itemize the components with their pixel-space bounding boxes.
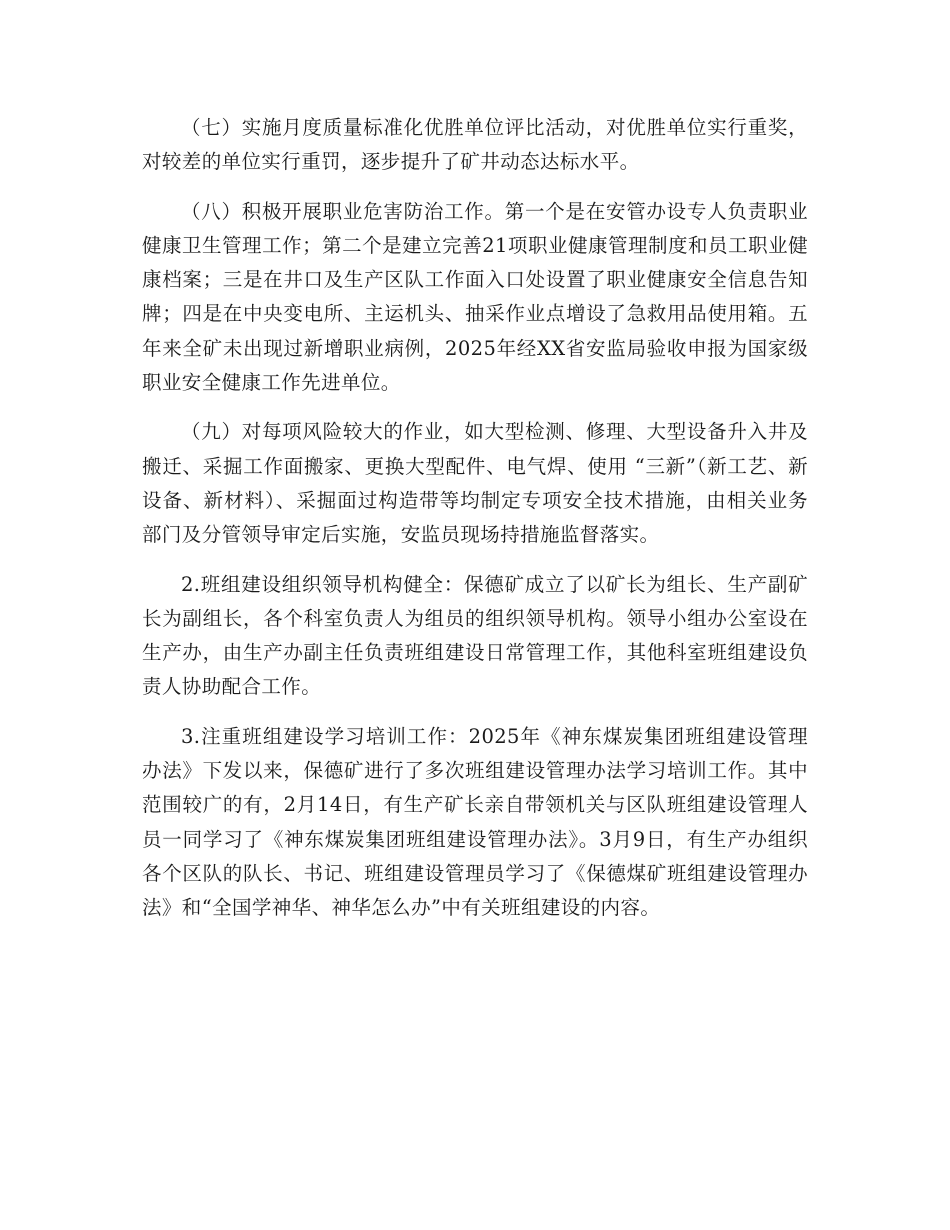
paragraph-section-2: 2.班组建设组织领导机构健全：保德矿成立了以矿长为组长、生产副矿长为副组长，各个科室负责人为组员的组织领导机构。领导小组办公室设在生产办，由生产办副主任负责班组建设日常管理工作，其他科室班组建设负责人协助配合工作。	[142, 572, 808, 699]
paragraph-item-7: （七）实施月度质量标准化优胜单位评比活动，对优胜单位实行重奖，对较差的单位实行重罚，逐步提升了矿井动态达标水平。	[142, 116, 808, 174]
paragraph-item-9: （九）对每项风险较大的作业，如大型检测、修理、大型设备升入井及搬迁、采掘工作面搬家、更换大型配件、电气焊、使用 “三新”（新工艺、新设备、新材料）、采掘面过构造带等均制定专项安全技术措施，由相关业务部门及分管领导审定后实施，安监员现场持措施监督落实。	[142, 420, 808, 547]
paragraph-section-3: 3.注重班组建设学习培训工作：2025年《神东煤炭集团班组建设管理办法》下发以来，保德矿进行了多次班组建设管理办法学习培训工作。其中范围较广的有，2月14日，有生产矿长亲自带领机关与区队班组建设管理人员一同学习了《神东煤炭集团班组建设管理办法》。3月9日，有生产办组织各个区队的队长、书记、班组建设管理员学习了《保德煤矿班组建设管理办法》和“全国学神华、神华怎么办”中有关班组建设的内容。	[142, 724, 808, 920]
paragraph-item-8: （八）积极开展职业危害防治工作。第一个是在安管办设专人负责职业健康卫生管理工作；第二个是建立完善21项职业健康管理制度和员工职业健康档案；三是在井口及生产区队工作面入口处设置了职业健康安全信息告知牌；四是在中央变电所、主运机头、抽采作业点增设了急救用品使用箱。五年来全矿未出现过新增职业病例，2025年经XX省安监局验收申报为国家级职业安全健康工作先进单位。	[142, 199, 808, 395]
document-body	[142, 111, 808, 941]
